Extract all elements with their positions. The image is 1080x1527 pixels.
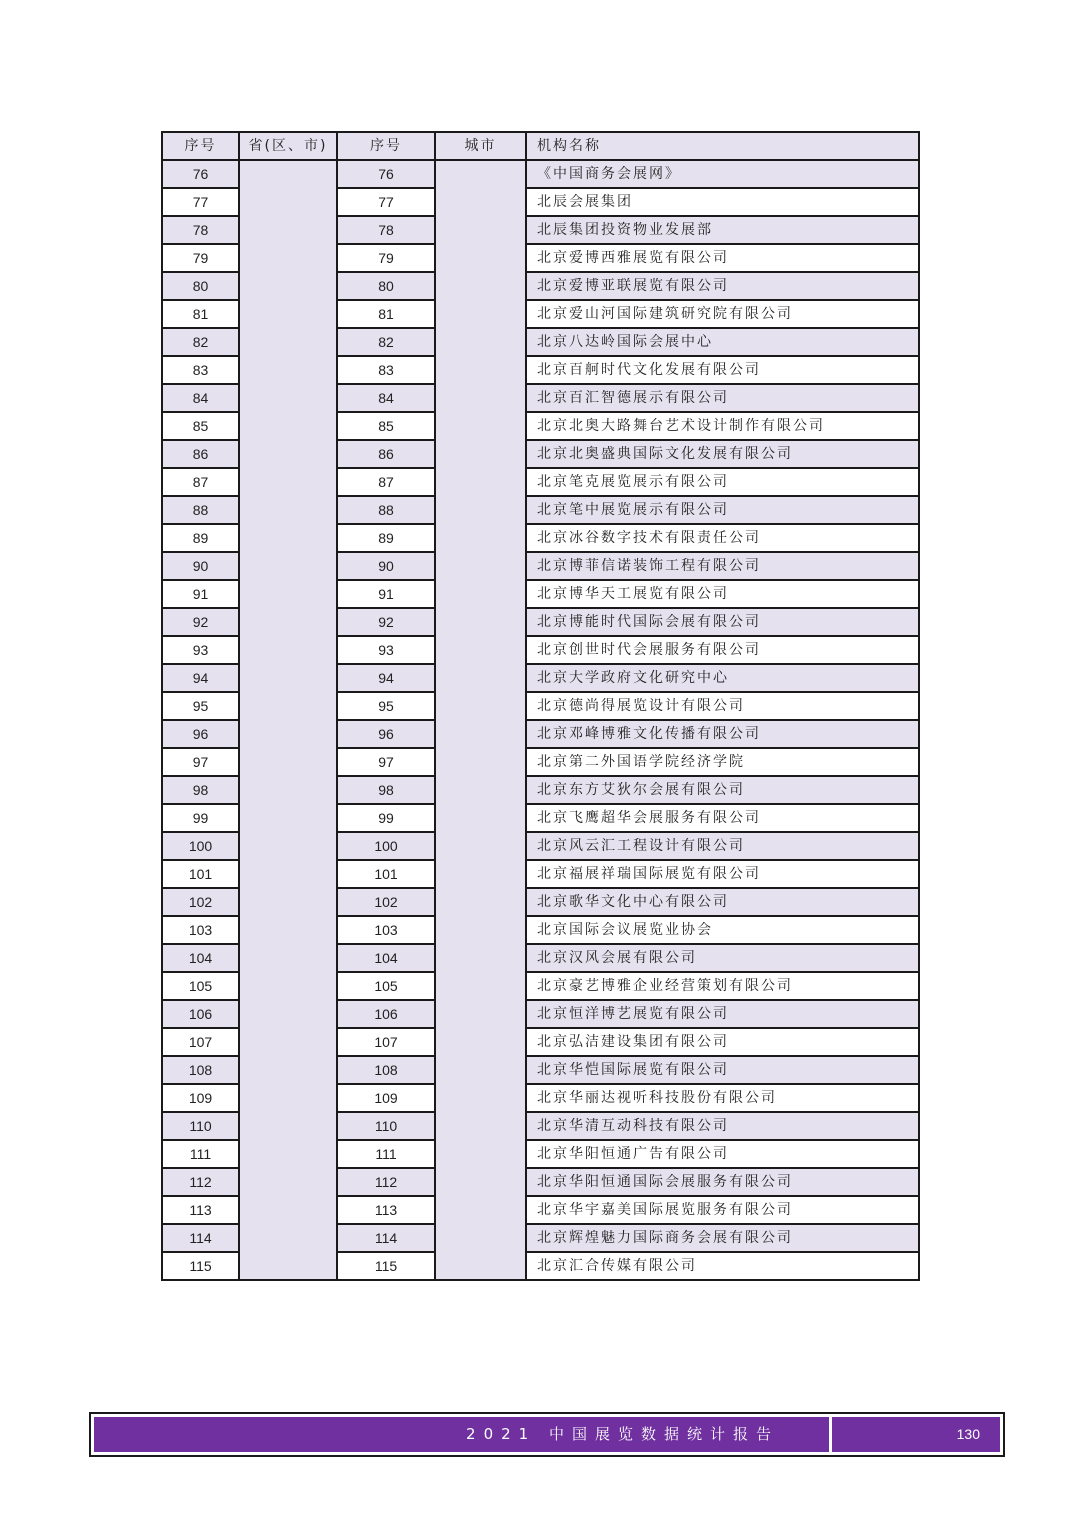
row-seq-1: 82 bbox=[162, 328, 239, 356]
row-org-name: 北京第二外国语学院经济学院 bbox=[526, 748, 919, 776]
row-seq-1: 114 bbox=[162, 1224, 239, 1252]
row-seq-2: 94 bbox=[337, 664, 435, 692]
row-org-name: 北京北奥盛典国际文化发展有限公司 bbox=[526, 440, 919, 468]
province-cell-merged bbox=[239, 160, 337, 1280]
row-seq-2: 108 bbox=[337, 1056, 435, 1084]
row-seq-2: 115 bbox=[337, 1252, 435, 1280]
row-org-name: 北京邓峰博雅文化传播有限公司 bbox=[526, 720, 919, 748]
row-seq-2: 113 bbox=[337, 1196, 435, 1224]
header-city: 城市 bbox=[435, 132, 526, 160]
header-seq-1: 序号 bbox=[162, 132, 239, 160]
row-seq-1: 77 bbox=[162, 188, 239, 216]
row-seq-1: 83 bbox=[162, 356, 239, 384]
row-seq-2: 96 bbox=[337, 720, 435, 748]
row-seq-1: 87 bbox=[162, 468, 239, 496]
row-seq-1: 91 bbox=[162, 580, 239, 608]
row-org-name: 北京辉煌魅力国际商务会展有限公司 bbox=[526, 1224, 919, 1252]
row-seq-2: 106 bbox=[337, 1000, 435, 1028]
row-seq-2: 98 bbox=[337, 776, 435, 804]
table-row bbox=[162, 160, 919, 188]
row-seq-2: 86 bbox=[337, 440, 435, 468]
row-seq-2: 83 bbox=[337, 356, 435, 384]
row-seq-1: 90 bbox=[162, 552, 239, 580]
row-org-name: 北京华清互动科技有限公司 bbox=[526, 1112, 919, 1140]
row-org-name: 北京百舸时代文化发展有限公司 bbox=[526, 356, 919, 384]
row-seq-1: 78 bbox=[162, 216, 239, 244]
row-org-name: 北京风云汇工程设计有限公司 bbox=[526, 832, 919, 860]
row-seq-2: 114 bbox=[337, 1224, 435, 1252]
row-seq-2: 101 bbox=[337, 860, 435, 888]
row-seq-2: 95 bbox=[337, 692, 435, 720]
row-seq-2: 97 bbox=[337, 748, 435, 776]
row-seq-1: 76 bbox=[162, 160, 239, 188]
row-seq-1: 99 bbox=[162, 804, 239, 832]
row-seq-1: 81 bbox=[162, 300, 239, 328]
row-seq-1: 105 bbox=[162, 972, 239, 1000]
row-org-name: 北京爱博西雅展览有限公司 bbox=[526, 244, 919, 272]
row-org-name: 北京飞鹰超华会展服务有限公司 bbox=[526, 804, 919, 832]
row-seq-1: 94 bbox=[162, 664, 239, 692]
row-seq-2: 110 bbox=[337, 1112, 435, 1140]
row-seq-1: 111 bbox=[162, 1140, 239, 1168]
row-org-name: 北京汉风会展有限公司 bbox=[526, 944, 919, 972]
row-seq-2: 93 bbox=[337, 636, 435, 664]
row-seq-1: 92 bbox=[162, 608, 239, 636]
row-org-name: 北京东方艾狄尔会展有限公司 bbox=[526, 776, 919, 804]
row-org-name: 北京华宇嘉美国际展览服务有限公司 bbox=[526, 1196, 919, 1224]
row-seq-2: 90 bbox=[337, 552, 435, 580]
header-seq-2: 序号 bbox=[337, 132, 435, 160]
row-seq-1: 109 bbox=[162, 1084, 239, 1112]
row-seq-2: 92 bbox=[337, 608, 435, 636]
row-seq-1: 95 bbox=[162, 692, 239, 720]
row-seq-1: 88 bbox=[162, 496, 239, 524]
row-org-name: 北京创世时代会展服务有限公司 bbox=[526, 636, 919, 664]
row-seq-1: 98 bbox=[162, 776, 239, 804]
row-org-name: 北京豪艺博雅企业经营策划有限公司 bbox=[526, 972, 919, 1000]
row-org-name: 北京博华天工展览有限公司 bbox=[526, 580, 919, 608]
city-cell-merged bbox=[435, 160, 526, 1280]
row-seq-1: 115 bbox=[162, 1252, 239, 1280]
row-org-name: 北京汇合传媒有限公司 bbox=[526, 1252, 919, 1280]
header-province: 省(区、市) bbox=[239, 132, 337, 160]
row-seq-2: 89 bbox=[337, 524, 435, 552]
header-org-name: 机构名称 bbox=[526, 132, 919, 160]
row-org-name: 北京德尚得展览设计有限公司 bbox=[526, 692, 919, 720]
row-org-name: 北京大学政府文化研究中心 bbox=[526, 664, 919, 692]
row-seq-2: 112 bbox=[337, 1168, 435, 1196]
row-seq-1: 106 bbox=[162, 1000, 239, 1028]
row-org-name: 北京博能时代国际会展有限公司 bbox=[526, 608, 919, 636]
row-seq-1: 93 bbox=[162, 636, 239, 664]
row-org-name: 北京八达岭国际会展中心 bbox=[526, 328, 919, 356]
row-org-name: 北京华阳恒通广告有限公司 bbox=[526, 1140, 919, 1168]
row-seq-1: 96 bbox=[162, 720, 239, 748]
footer-report-title: 2021 中国展览数据统计报告 bbox=[94, 1417, 829, 1452]
row-org-name: 北京华阳恒通国际会展服务有限公司 bbox=[526, 1168, 919, 1196]
row-org-name: 北辰集团投资物业发展部 bbox=[526, 216, 919, 244]
row-seq-1: 101 bbox=[162, 860, 239, 888]
row-seq-2: 79 bbox=[337, 244, 435, 272]
row-org-name: 北辰会展集团 bbox=[526, 188, 919, 216]
row-seq-2: 85 bbox=[337, 412, 435, 440]
row-seq-2: 78 bbox=[337, 216, 435, 244]
row-seq-2: 91 bbox=[337, 580, 435, 608]
row-seq-1: 97 bbox=[162, 748, 239, 776]
row-seq-1: 108 bbox=[162, 1056, 239, 1084]
row-seq-1: 103 bbox=[162, 916, 239, 944]
table-header-row bbox=[162, 132, 919, 160]
row-seq-1: 89 bbox=[162, 524, 239, 552]
row-seq-1: 113 bbox=[162, 1196, 239, 1224]
row-seq-1: 102 bbox=[162, 888, 239, 916]
table-body bbox=[162, 160, 919, 1280]
row-org-name: 北京弘洁建设集团有限公司 bbox=[526, 1028, 919, 1056]
row-org-name: 北京福展祥瑞国际展览有限公司 bbox=[526, 860, 919, 888]
row-seq-2: 77 bbox=[337, 188, 435, 216]
row-seq-1: 107 bbox=[162, 1028, 239, 1056]
row-seq-2: 84 bbox=[337, 384, 435, 412]
row-org-name: 北京爱博亚联展览有限公司 bbox=[526, 272, 919, 300]
row-seq-1: 80 bbox=[162, 272, 239, 300]
row-seq-1: 79 bbox=[162, 244, 239, 272]
row-org-name: 北京国际会议展览业协会 bbox=[526, 916, 919, 944]
row-seq-2: 111 bbox=[337, 1140, 435, 1168]
row-seq-2: 87 bbox=[337, 468, 435, 496]
row-org-name: 北京爱山河国际建筑研究院有限公司 bbox=[526, 300, 919, 328]
row-seq-1: 85 bbox=[162, 412, 239, 440]
row-seq-2: 109 bbox=[337, 1084, 435, 1112]
page-number: 130 bbox=[832, 1417, 1000, 1452]
row-seq-1: 84 bbox=[162, 384, 239, 412]
row-seq-1: 110 bbox=[162, 1112, 239, 1140]
row-seq-1: 86 bbox=[162, 440, 239, 468]
row-seq-2: 88 bbox=[337, 496, 435, 524]
row-seq-2: 107 bbox=[337, 1028, 435, 1056]
row-org-name: 北京恒洋博艺展览有限公司 bbox=[526, 1000, 919, 1028]
row-org-name: 北京歌华文化中心有限公司 bbox=[526, 888, 919, 916]
row-seq-2: 100 bbox=[337, 832, 435, 860]
row-seq-2: 99 bbox=[337, 804, 435, 832]
row-seq-2: 80 bbox=[337, 272, 435, 300]
row-org-name: 北京华丽达视听科技股份有限公司 bbox=[526, 1084, 919, 1112]
row-org-name: 北京百汇智德展示有限公司 bbox=[526, 384, 919, 412]
row-seq-2: 102 bbox=[337, 888, 435, 916]
row-seq-1: 112 bbox=[162, 1168, 239, 1196]
row-org-name: 北京北奥大路舞台艺术设计制作有限公司 bbox=[526, 412, 919, 440]
row-org-name: 北京笔克展览展示有限公司 bbox=[526, 468, 919, 496]
page-footer bbox=[89, 1412, 1005, 1457]
row-seq-1: 100 bbox=[162, 832, 239, 860]
row-seq-2: 105 bbox=[337, 972, 435, 1000]
row-seq-2: 104 bbox=[337, 944, 435, 972]
row-org-name: 北京博菲信诺装饰工程有限公司 bbox=[526, 552, 919, 580]
row-org-name: 北京冰谷数字技术有限责任公司 bbox=[526, 524, 919, 552]
row-seq-2: 81 bbox=[337, 300, 435, 328]
row-seq-2: 82 bbox=[337, 328, 435, 356]
row-org-name: 北京笔中展览展示有限公司 bbox=[526, 496, 919, 524]
organizations-table bbox=[161, 131, 920, 1281]
row-seq-2: 103 bbox=[337, 916, 435, 944]
row-org-name: 《中国商务会展网》 bbox=[526, 160, 919, 188]
row-seq-2: 76 bbox=[337, 160, 435, 188]
row-org-name: 北京华恺国际展览有限公司 bbox=[526, 1056, 919, 1084]
row-seq-1: 104 bbox=[162, 944, 239, 972]
